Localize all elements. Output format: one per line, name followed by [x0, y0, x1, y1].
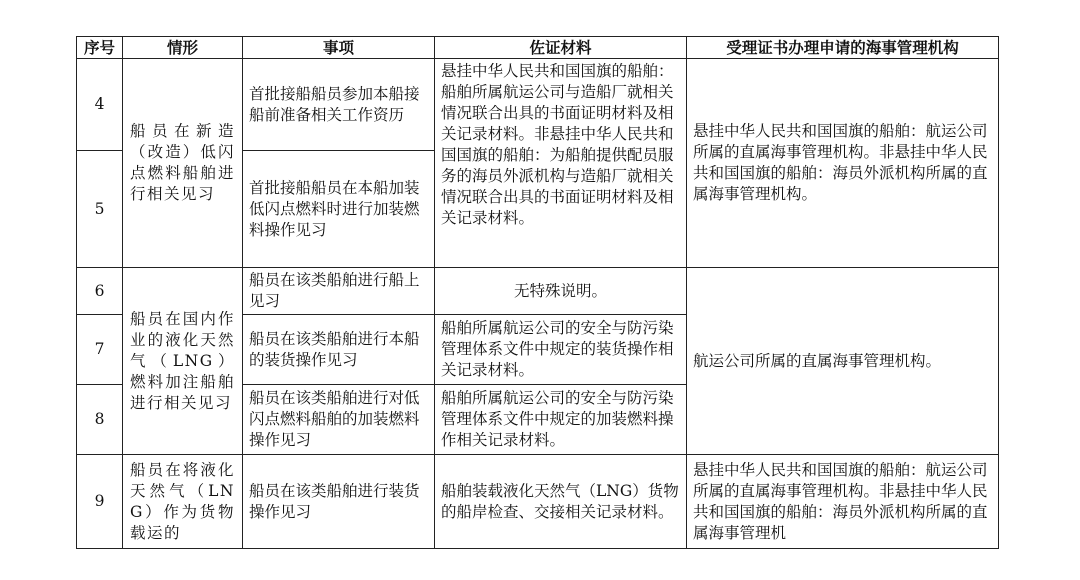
row-no: 4: [77, 59, 123, 151]
evidence-cell: 船舶所属航运公司的安全与防污染管理体系文件中规定的加装燃料操作相关记录材料。: [435, 385, 687, 455]
requirements-table: [76, 36, 999, 549]
table-row: [77, 455, 999, 549]
header-authority: 受理证书办理申请的海事管理机构: [687, 37, 999, 59]
evidence-cell: 悬挂中华人民共和国国旗的船舶：船舶所属航运公司与造船厂就相关情况联合出具的书面证明材料及相关记录材料。非悬挂中华人民共和国国旗的船舶：为船舶提供配员服务的海员外派机构与造船厂就相关情况联合出具的书面证明材料及相关记录材料。: [435, 59, 687, 268]
row-no: 9: [77, 455, 123, 549]
authority-cell: 悬挂中华人民共和国国旗的船舶：航运公司所属的直属海事管理机构。非悬挂中华人民共和国国旗的船舶：海员外派机构所属的直属海事管理机: [687, 455, 999, 549]
row-no: 6: [77, 268, 123, 315]
table-header-row: [77, 37, 999, 59]
situation-cell: 船员在将液化天然气（LNG）作为货物载运的: [123, 455, 243, 549]
evidence-cell: 船舶所属航运公司的安全与防污染管理体系文件中规定的装货操作相关记录材料。: [435, 315, 687, 385]
row-no: 7: [77, 315, 123, 385]
evidence-cell: 船舶装载液化天然气（LNG）货物的船岸检查、交接相关记录材料。: [435, 455, 687, 549]
table-row: [77, 59, 999, 151]
evidence-cell: 无特殊说明。: [435, 268, 687, 315]
item-cell: 船员在该类船舶进行对低闪点燃料船舶的加装燃料操作见习: [243, 385, 435, 455]
item-cell: 船员在该类船舶进行装货操作见习: [243, 455, 435, 549]
item-cell: 首批接船船员参加本船接船前准备相关工作资历: [243, 59, 435, 151]
authority-cell: 航运公司所属的直属海事管理机构。: [687, 268, 999, 455]
header-situation: 情形: [123, 37, 243, 59]
row-no: 8: [77, 385, 123, 455]
header-item: 事项: [243, 37, 435, 59]
authority-cell: 悬挂中华人民共和国国旗的船舶：航运公司所属的直属海事管理机构。非悬挂中华人民共和国国旗的船舶：海员外派机构所属的直属海事管理机构。: [687, 59, 999, 268]
header-evidence: 佐证材料: [435, 37, 687, 59]
situation-cell: 船员在新造（改造）低闪点燃料船舶进行相关见习: [123, 59, 243, 268]
header-serial-no: 序号: [77, 37, 123, 59]
item-cell: 首批接船船员在本船加装低闪点燃料时进行加装燃料操作见习: [243, 151, 435, 268]
situation-cell: 船员在国内作业的液化天然气（LNG）燃料加注船舶进行相关见习: [123, 268, 243, 455]
row-no: 5: [77, 151, 123, 268]
item-cell: 船员在该类船舶进行本船的装货操作见习: [243, 315, 435, 385]
item-cell: 船员在该类船舶进行船上见习: [243, 268, 435, 315]
table-row: [77, 268, 999, 315]
